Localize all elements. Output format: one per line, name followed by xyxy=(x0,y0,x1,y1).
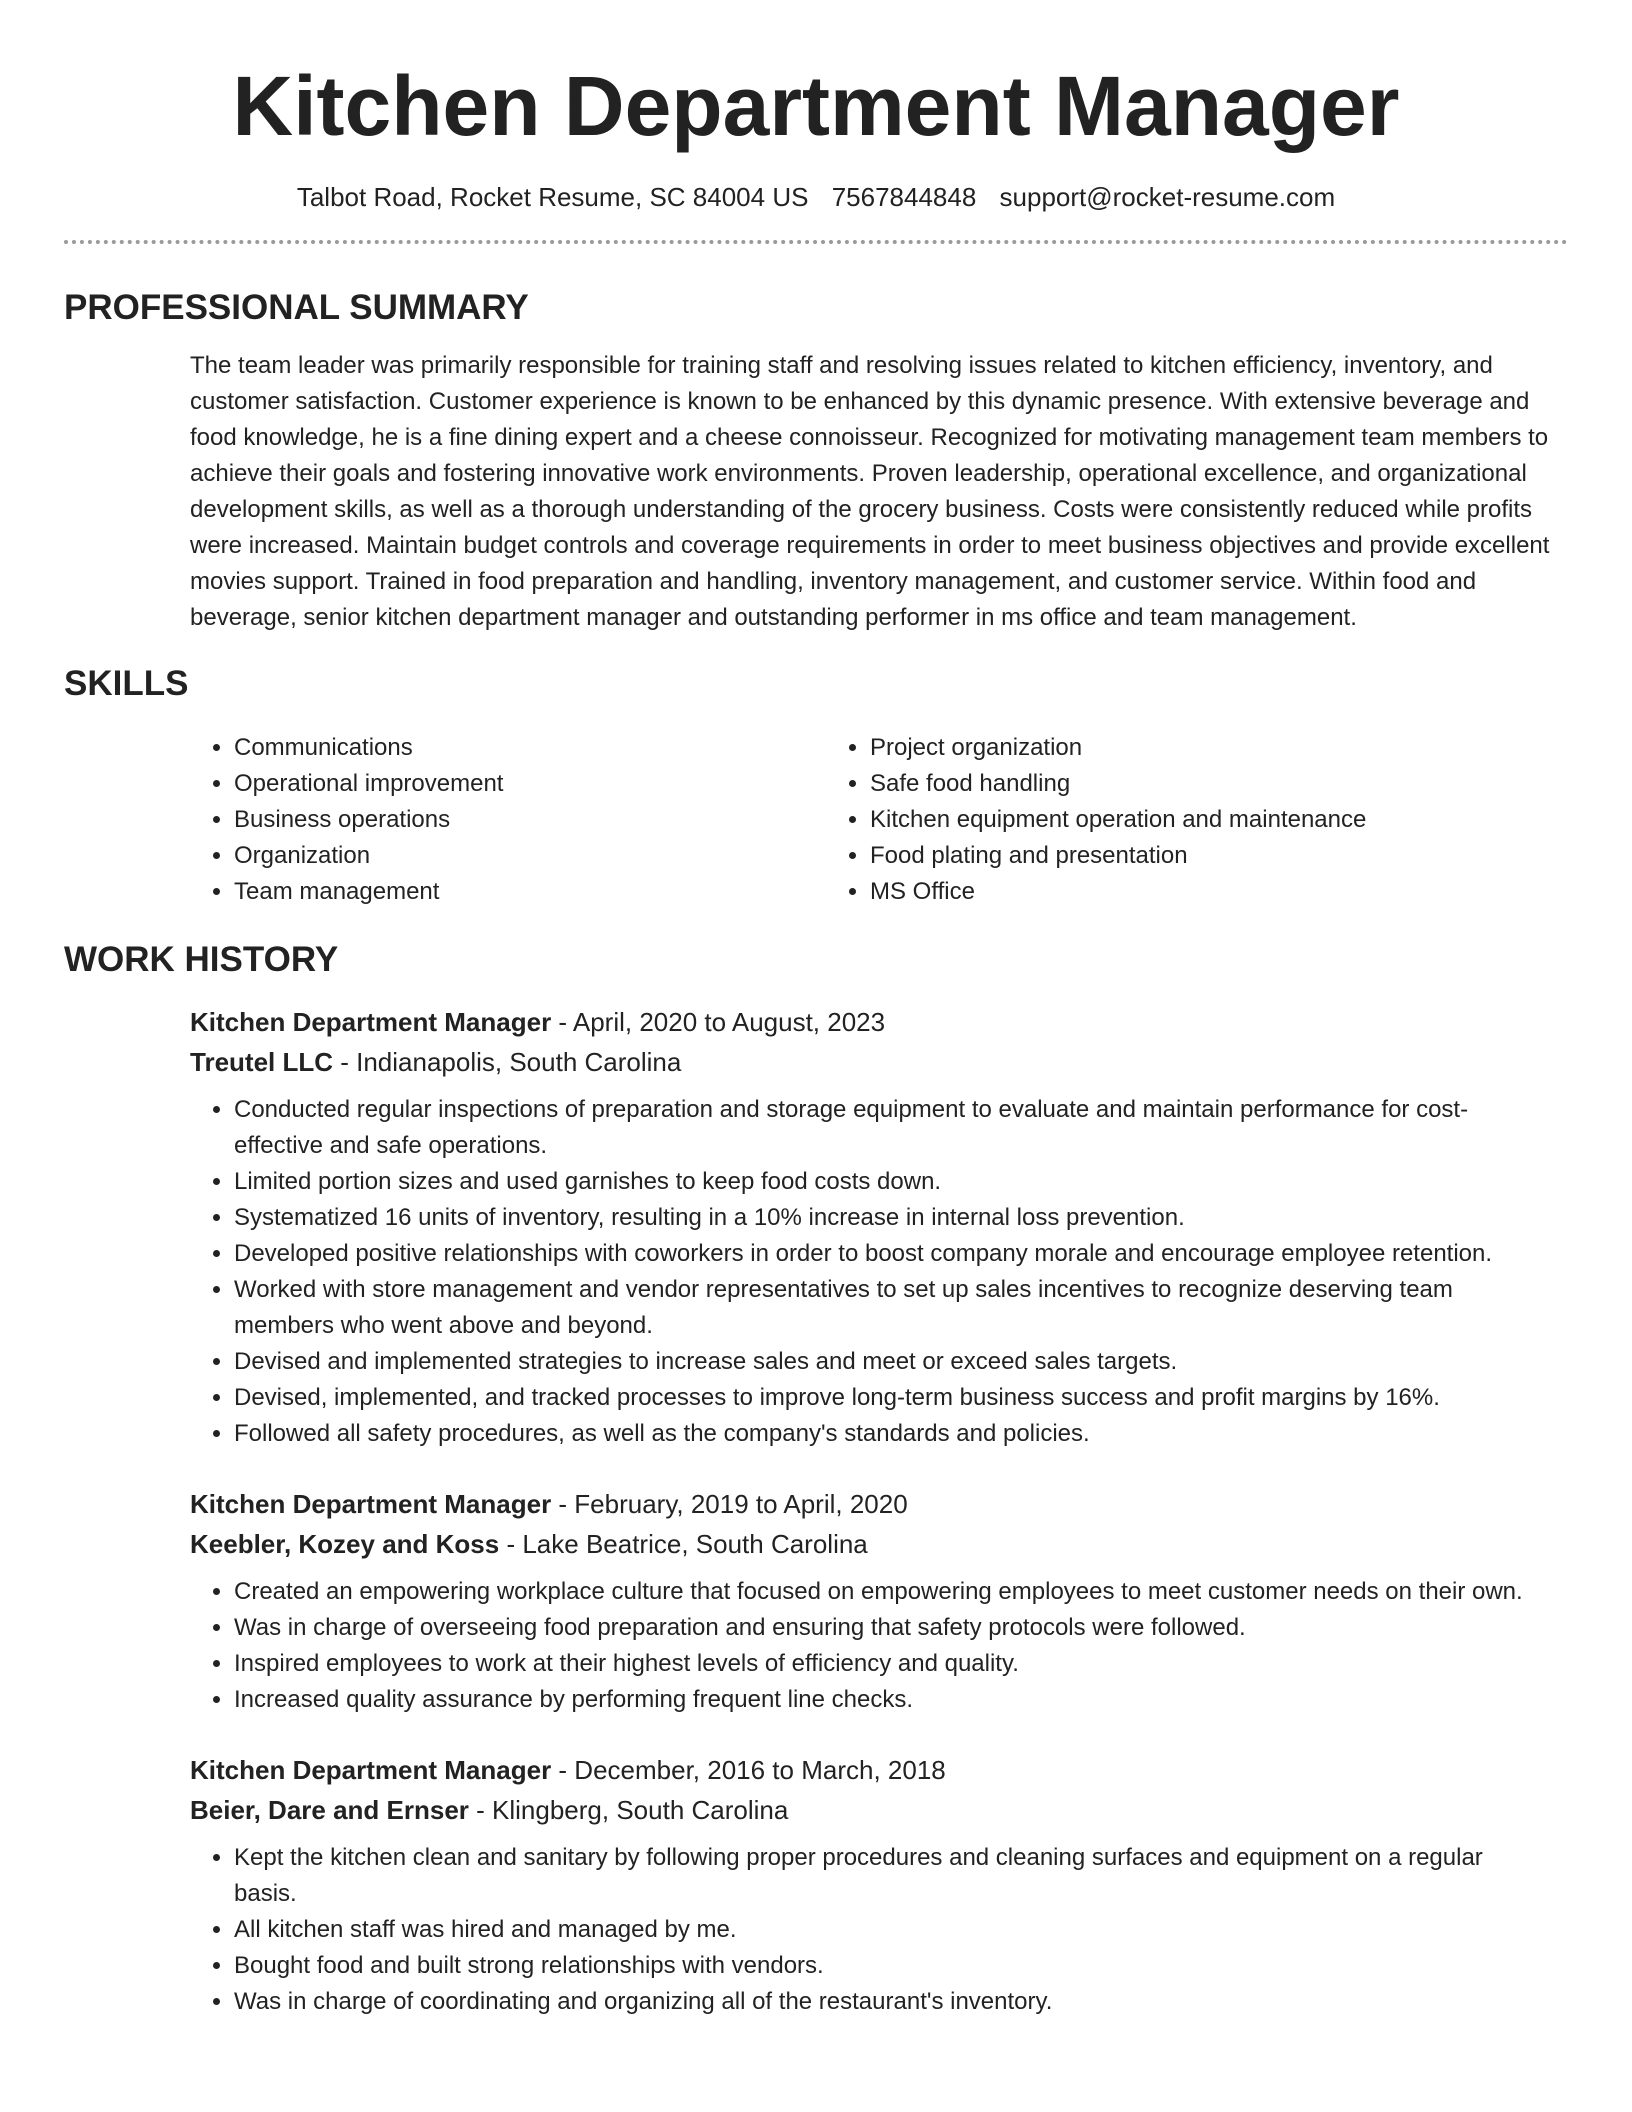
job-company-line xyxy=(190,1790,1568,1830)
skills-section xyxy=(64,662,1568,910)
job-dates: - December, 2016 to March, 2018 xyxy=(551,1755,946,1785)
job-title-line xyxy=(190,1002,1568,1042)
summary-paragraph: The team leader was primarily responsible for training staff and resolving issues related to kitchen efficiency, inventory, and customer satisfaction. Customer experience is known to be enhanced by this dynamic presence. With extensive beverage and food knowledge, he is a fine dining expert and a cheese connoisseur. Recognized for motivating management team members to achieve their goals and fostering innovative work environments. Proven leadership, operational excellence, and organizational development skills, as well as a thorough understanding of the grocery business. Costs were consistently reduced while profits were increased. Maintain budget controls and coverage requirements in order to meet business objectives and provide excellent movies support. Trained in food preparation and handling, inventory management, and customer service. Within food and beverage, senior kitchen department manager and outstanding performer in ms office and team management. xyxy=(190,352,1550,631)
job-bullet: • Created an empowering workplace culture that focused on empowering employees to meet customer needs on their own. xyxy=(234,1574,1568,1610)
job-bullet: • Devised, implemented, and tracked processes to improve long-term business success and profit margins by 16%. xyxy=(234,1380,1568,1416)
skill-item: • MS Office xyxy=(870,874,1426,910)
job-dates: - April, 2020 to August, 2023 xyxy=(551,1007,886,1037)
professional-summary-section xyxy=(64,286,1568,636)
job-bullet: • Bought food and built strong relationships with vendors. xyxy=(234,1948,1568,1984)
job-bullet: • Systematized 16 units of inventory, resulting in a 10% increase in internal loss prevention. xyxy=(234,1200,1568,1236)
job-bullet: • All kitchen staff was hired and managed by me. xyxy=(234,1912,1568,1948)
job-bullet: • Followed all safety procedures, as well as the company's standards and policies. xyxy=(234,1416,1568,1452)
job-title-line xyxy=(190,1484,1568,1524)
job-entry xyxy=(190,1002,1568,1452)
job-location: - Lake Beatrice, South Carolina xyxy=(499,1529,868,1559)
skill-item: • Communications xyxy=(234,730,826,766)
job-bullet: • Developed positive relationships with coworkers in order to boost company morale and encourage employee retention. xyxy=(234,1236,1568,1272)
skill-item: • Team management xyxy=(234,874,826,910)
job-dates: - February, 2019 to April, 2020 xyxy=(551,1489,908,1519)
job-bullet: • Worked with store management and vendor representatives to set up sales incentives to recognize deserving team members who went above and beyond. xyxy=(234,1272,1568,1344)
skill-item: • Operational improvement xyxy=(234,766,826,802)
header-divider xyxy=(64,240,1568,244)
resume-name: Kitchen Department Manager xyxy=(232,59,1400,153)
job-company: Keebler, Kozey and Koss xyxy=(190,1529,500,1559)
skills-columns xyxy=(190,730,1568,910)
job-bullet: • Increased quality assurance by performing frequent line checks. xyxy=(234,1682,1568,1718)
skills-column-left xyxy=(190,730,826,910)
job-bullet: • Kept the kitchen clean and sanitary by following proper procedures and cleaning surfaces and equipment on a regular basis. xyxy=(234,1840,1568,1912)
job-company: Treutel LLC xyxy=(190,1047,334,1077)
skill-item: • Organization xyxy=(234,838,826,874)
section-title-summary: PROFESSIONAL SUMMARY xyxy=(64,288,529,327)
job-bullet: • Conducted regular inspections of preparation and storage equipment to evaluate and maintain performance for cost-effective and safe operations. xyxy=(234,1092,1568,1164)
section-title-work-history: WORK HISTORY xyxy=(64,940,339,979)
job-company-line xyxy=(190,1042,1568,1082)
skills-column-right xyxy=(826,730,1426,910)
contact-email: support@rocket-resume.com xyxy=(999,182,1336,212)
job-company: Beier, Dare and Ernser xyxy=(190,1795,469,1825)
job-bullets xyxy=(190,1574,1568,1718)
job-location: - Klingberg, South Carolina xyxy=(468,1795,789,1825)
job-bullet: • Devised and implemented strategies to increase sales and meet or exceed sales targets. xyxy=(234,1344,1568,1380)
job-entry xyxy=(190,1750,1568,2020)
contact-address: Talbot Road, Rocket Resume, SC 84004 US xyxy=(296,182,809,212)
job-bullet: • Limited portion sizes and used garnishes to keep food costs down. xyxy=(234,1164,1568,1200)
job-entry xyxy=(190,1484,1568,1718)
job-role: Kitchen Department Manager xyxy=(190,1489,552,1519)
job-bullet: • Was in charge of coordinating and organizing all of the restaurant's inventory. xyxy=(234,1984,1568,2020)
job-role: Kitchen Department Manager xyxy=(190,1007,552,1037)
skill-item: • Safe food handling xyxy=(870,766,1426,802)
skill-item: • Food plating and presentation xyxy=(870,838,1426,874)
job-title-line xyxy=(190,1750,1568,1790)
job-bullets xyxy=(190,1840,1568,2020)
job-bullet: • Was in charge of overseeing food preparation and ensuring that safety protocols were followed. xyxy=(234,1610,1568,1646)
skill-item: • Kitchen equipment operation and maintenance xyxy=(870,802,1426,838)
section-title-skills: SKILLS xyxy=(64,664,189,703)
skill-item: • Project organization xyxy=(870,730,1426,766)
job-location: - Indianapolis, South Carolina xyxy=(333,1047,682,1077)
job-role: Kitchen Department Manager xyxy=(190,1755,552,1785)
job-bullet: • Inspired employees to work at their highest levels of efficiency and quality. xyxy=(234,1646,1568,1682)
work-history-section xyxy=(64,938,1568,2020)
skill-item: • Business operations xyxy=(234,802,826,838)
contact-line xyxy=(64,180,1568,214)
contact-phone: 7567844848 xyxy=(831,182,977,212)
job-bullets xyxy=(190,1092,1568,1452)
job-company-line xyxy=(190,1524,1568,1564)
